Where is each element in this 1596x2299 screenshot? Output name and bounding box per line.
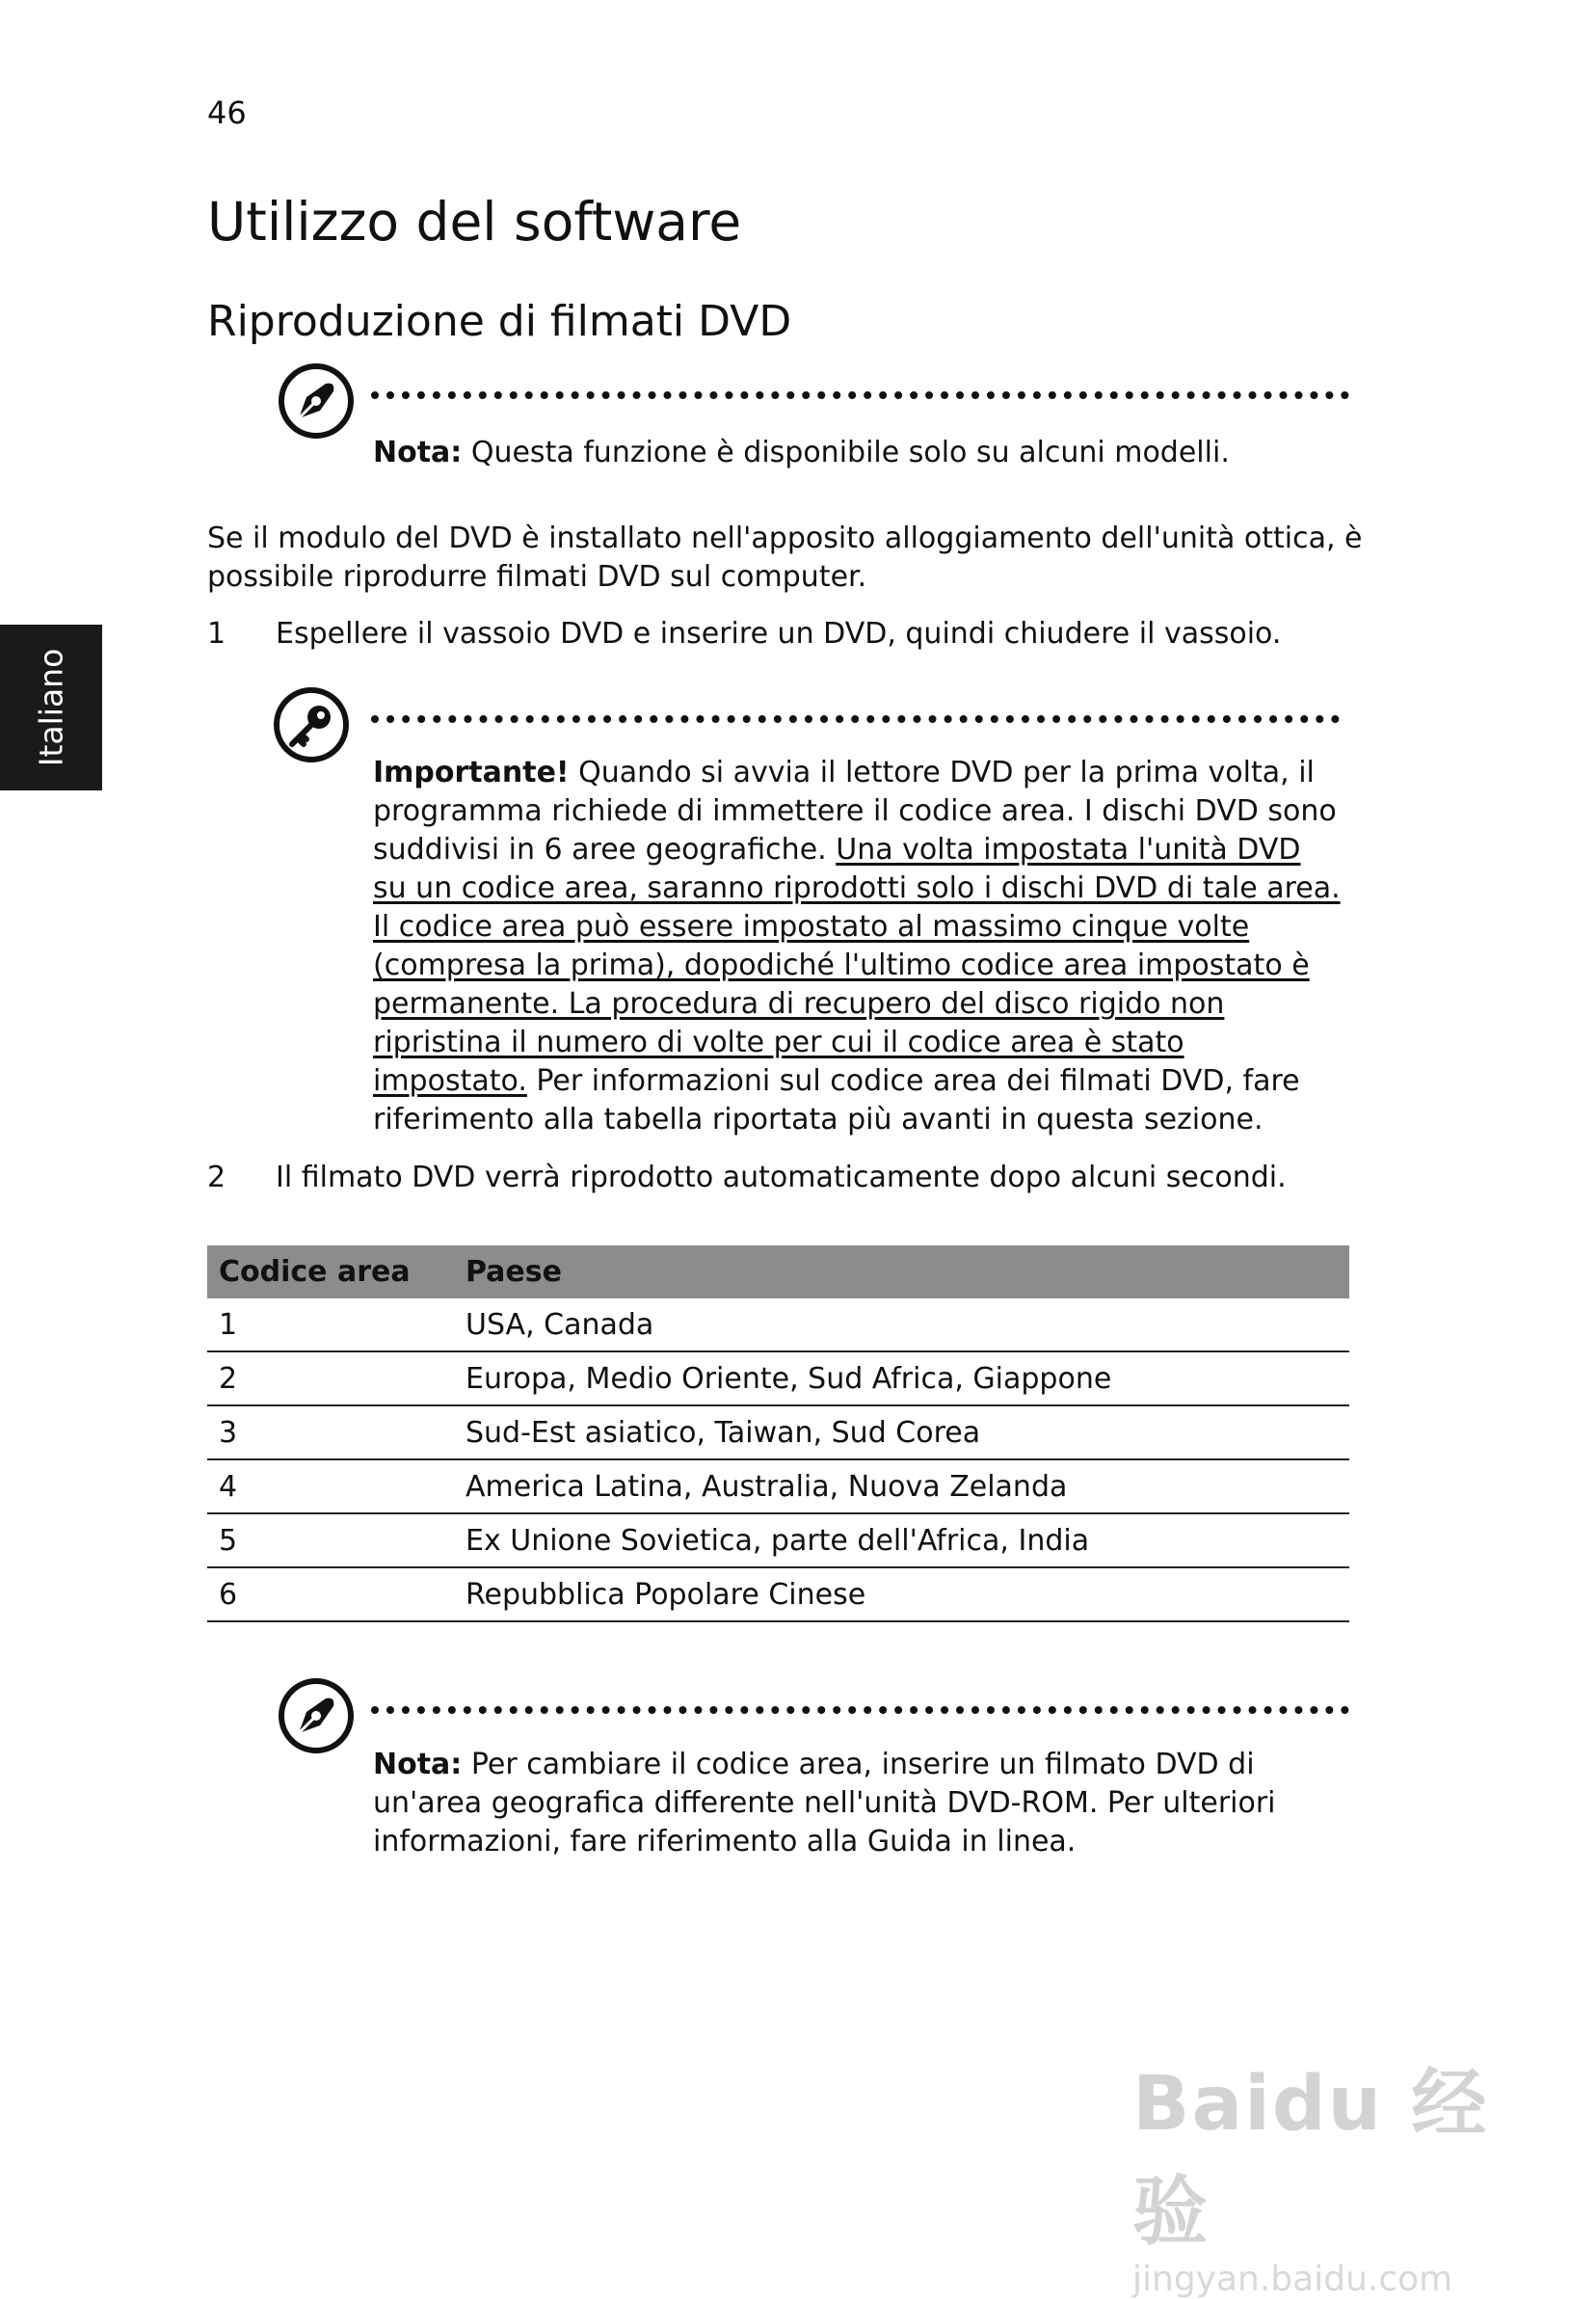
pen-nib-icon [278, 1677, 355, 1754]
region-code-cell: 1 [207, 1298, 454, 1351]
note-divider [371, 1706, 1349, 1714]
table-row [207, 1298, 1349, 1351]
region-code-cell: 6 [207, 1567, 454, 1621]
section-title: Riproduzione di filmati DVD [207, 297, 792, 346]
note-text [373, 434, 1351, 472]
important-text [373, 754, 1342, 1139]
table-row [207, 1351, 1349, 1405]
country-cell: Repubblica Popolare Cinese [454, 1567, 1349, 1621]
table-row [207, 1459, 1349, 1513]
region-code-cell: 5 [207, 1513, 454, 1567]
column-header-code: Codice area [207, 1245, 454, 1298]
pen-nib-icon [278, 362, 355, 440]
step-number: 1 [207, 617, 226, 651]
note-body: Questa funzione è disponibile solo su alcuni modelli. [462, 436, 1230, 469]
country-cell: America Latina, Australia, Nuova Zelanda [454, 1459, 1349, 1513]
region-code-cell: 3 [207, 1405, 454, 1459]
note-body: Per cambiare il codice area, inserire un filmato DVD di un'area geografica differente nell'unità DVD-ROM. Per ulteriori informazioni, fare riferimento alla Guida in linea. [373, 1748, 1276, 1858]
country-cell: Europa, Medio Oriente, Sud Africa, Giappone [454, 1351, 1349, 1405]
note-label: Nota: [373, 436, 463, 469]
country-cell: Ex Unione Sovietica, parte dell'Africa, India [454, 1513, 1349, 1567]
country-cell: Sud-Est asiatico, Taiwan, Sud Corea [454, 1405, 1349, 1459]
step-number: 2 [207, 1161, 226, 1194]
important-label: Importante! [373, 756, 570, 789]
region-code-table [207, 1245, 1349, 1622]
page-title: Utilizzo del software [207, 191, 742, 253]
watermark-url: jingyan.baidu.com [1132, 2259, 1453, 2299]
important-body-start: Quando si avvia il lettore DVD per la prima volta, il programma richiede di immettere il codice area. I dischi DVD sono suddivisi in 6 aree geografiche. [373, 756, 1337, 867]
country-cell: USA, Canada [454, 1298, 1349, 1351]
note-label: Nota: [373, 1748, 463, 1781]
step-text: Il filmato DVD verrà riprodotto automaticamente dopo alcuni secondi. [276, 1161, 1287, 1194]
note-divider [371, 391, 1349, 399]
key-icon [273, 686, 350, 763]
table-header-row [207, 1245, 1349, 1298]
intro-paragraph: Se il modulo del DVD è installato nell'apposito alloggiamento dell'unità ottica, è possibile riprodurre filmati DVD sul computer. [207, 521, 1363, 594]
language-tab-label: Italiano [32, 648, 70, 767]
step-text: Espellere il vassoio DVD e inserire un DVD, quindi chiudere il vassoio. [276, 617, 1282, 651]
column-header-country: Paese [454, 1245, 1349, 1298]
baidu-watermark [1132, 2044, 1499, 2299]
note-text [373, 1746, 1337, 1861]
table-row [207, 1513, 1349, 1567]
important-divider [371, 715, 1340, 723]
page-number: 46 [207, 94, 247, 131]
table-row [207, 1405, 1349, 1459]
important-underlined: Una volta impostata l'unità DVD su un codice area, saranno riprodotti solo i dischi DVD di tale area. Il codice area può essere impostato al massimo cinque volte (compresa la prima), dopodiché l'ultimo codice area impostato è permanente. La procedura di recupero del disco rigido non ripristina il numero di volte per cui il codice area è stato impostato. [373, 833, 1341, 1098]
table-row [207, 1567, 1349, 1621]
language-side-tab [0, 625, 102, 790]
important-body-end: Per informazioni sul codice area dei filmati DVD, fare riferimento alla tabella riportata più avanti in questa sezione. [373, 1064, 1300, 1136]
watermark-brand: Baidu 经验 [1132, 2061, 1489, 2256]
region-code-cell: 4 [207, 1459, 454, 1513]
region-code-cell: 2 [207, 1351, 454, 1405]
